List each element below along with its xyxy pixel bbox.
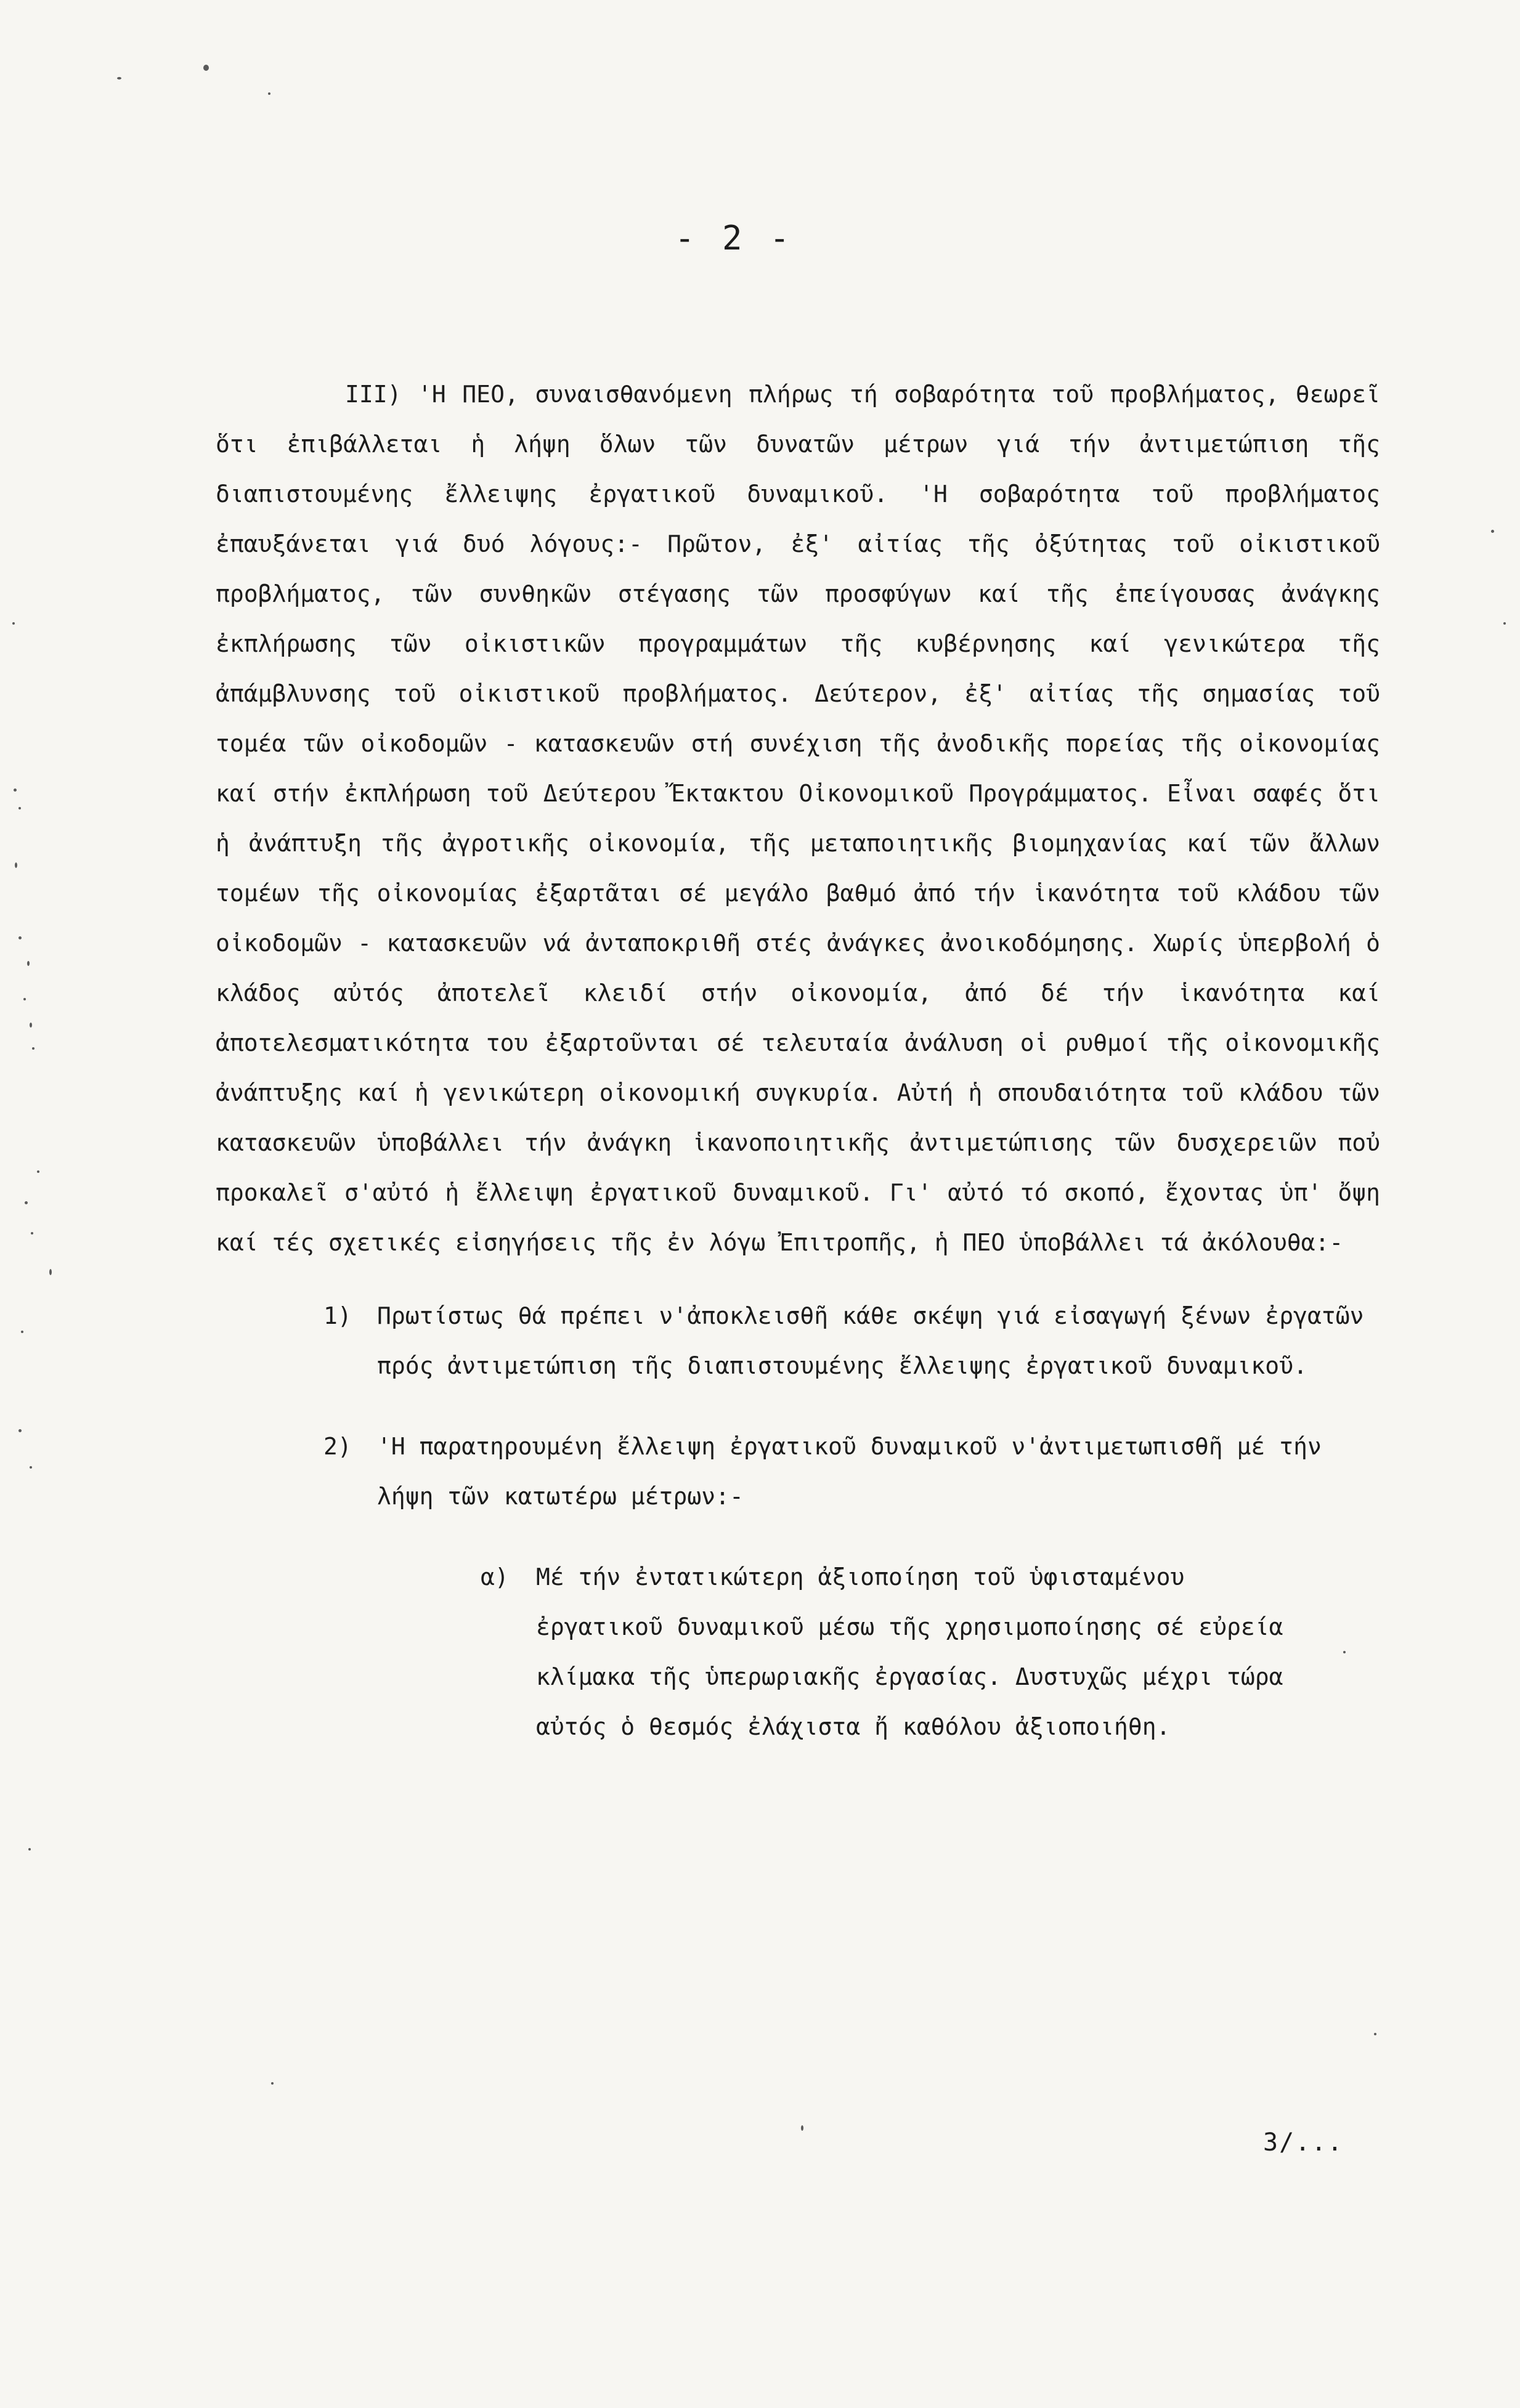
scan-speck	[1503, 622, 1506, 625]
scan-speck	[12, 622, 15, 625]
scan-speck	[32, 1047, 35, 1050]
scan-speck	[30, 1466, 32, 1469]
scan-speck	[30, 1023, 32, 1028]
scan-speck	[23, 998, 26, 1000]
scan-speck	[15, 862, 17, 868]
sub-item-a-marker: α)	[481, 1563, 509, 1591]
sub-item-a	[216, 1552, 1380, 1752]
scan-speck	[27, 961, 30, 966]
list-item-2	[216, 1422, 1380, 1522]
scan-speck	[49, 1269, 52, 1275]
scan-speck	[268, 92, 270, 95]
scan-speck	[28, 1848, 31, 1851]
scan-speck	[25, 1201, 28, 1204]
scan-speck	[14, 788, 17, 792]
paragraph-iii: III) 'Η ΠΕΟ, συναισθανόμενη πλήρως τή σοβαρότητα τοῦ προβλήματος, θεωρεῖ ὅτι ἐπιβάλλεται ἡ λήψη ὅλων τῶν δυνατῶν μέτρων γιά τήν ἀντιμετώπιση τῆς διαπιστουμένης ἔλλειψης ἐργατικοῦ δυναμικοῦ. 'Η σοβαρότητα τοῦ προβλήματος ἐπαυξάνεται γιά δυό λόγους:- Πρῶτον, ἐξ' αἰτίας τῆς ὀξύτητας τοῦ οἰκιστικοῦ προβλήματος, τῶν συνθηκῶν στέγασης τῶν προσφύγων καί τῆς ἐπείγουσας ἀνάγκης ἐκπλήρωσης τῶν οἰκιστικῶν προγραμμάτων τῆς κυβέρνησης καί γενικώτερα τῆς ἀπάμβλυνσης τοῦ οἰκιστικοῦ προβλήματος. Δεύτερον, ἐξ' αἰτίας τῆς σημασίας τοῦ τομέα τῶν οἰκοδομῶν - κατασκευῶν στή συνέχιση τῆς ἀνοδικῆς πορείας τῆς οἰκονομίας καί στήν ἐκπλήρωση τοῦ Δεύτερου Ἔκτακτου Οἰκονομικοῦ Προγράμματος. Εἶναι σαφές ὅτι ἡ ἀνάπτυξη τῆς ἀγροτικῆς οἰκονομία, τῆς μεταποιητικῆς βιομηχανίας καί τῶν ἄλλων τομέων τῆς οἰκονομίας ἐξαρτᾶται σέ μεγάλο βαθμό ἀπό τήν ἱκανότητα τοῦ κλάδου τῶν οἰκοδομῶν - κατασκευῶν νά ἀνταποκριθῆ στές ἀνάγκες ἀνοικοδόμησης. Χωρίς ὑπερβολή ὁ κλάδος αὐτός ἀποτελεῖ κλειδί στήν οἰκονομία, ἀπό δέ τήν ἱκανότητα καί ἀποτελεσματικότητα του ἐξαρτοῦνται σέ τελευταία ἀνάλυση οἱ ρυθμοί τῆς οἰκονομικῆς ἀνάπτυξης καί ἡ γενικώτερη οἰκονομική συγκυρία. Αὐτή ἡ σπουδαιότητα τοῦ κλάδου τῶν κατασκευῶν ὑποβάλλει τήν ἀνάγκη ἱκανοποιητικῆς ἀντιμετώπισης τῶν δυσχερειῶν ποὐ προκαλεῖ σ'αὐτό ἡ ἔλλειψη ἐργατικοῦ δυναμικοῦ. Γι' αὐτό τό σκοπό, ἔχοντας ὑπ' ὄψη καί τές σχετικές εἰσηγήσεις τῆς ἐν λόγω Ἐπιτροπῆς, ἡ ΠΕΟ ὑποβάλλει τά ἀκόλουθα:-	[216, 381, 1380, 1256]
scan-speck	[31, 1232, 33, 1234]
list-item-1-marker: 1)	[323, 1302, 352, 1329]
list-item-2-marker: 2)	[323, 1433, 352, 1460]
scan-speck	[18, 936, 22, 939]
scan-speck	[117, 77, 121, 79]
scan-speck	[37, 1170, 39, 1173]
page-number: - 2 -	[675, 219, 794, 257]
scan-speck	[1374, 2033, 1376, 2035]
scan-speck	[1343, 1651, 1346, 1653]
scan-speck	[18, 1429, 22, 1432]
document-body	[216, 370, 1380, 1752]
list-item-1-text: Πρωτίστως θά πρέπει ν'ἀποκλεισθῆ κάθε σκέψη γιά εἰσαγωγή ξένων ἐργατῶν πρός ἀντιμετώπιση τῆς διαπιστουμένης ἔλλειψης ἐργατικοῦ δυναμικοῦ.	[377, 1302, 1364, 1379]
list-item-2-text: 'Η παρατηρουμένη ἔλλειψη ἐργατικοῦ δυναμικοῦ ν'ἀντιμετωπισθῆ μέ τήν λήψη τῶν κατωτέρω μέτρων:-	[377, 1433, 1322, 1510]
scan-speck	[203, 65, 209, 71]
scan-speck	[1491, 530, 1494, 533]
scan-speck	[801, 2125, 803, 2131]
scan-speck	[18, 807, 21, 809]
scan-speck	[271, 2082, 274, 2085]
scan-speck	[21, 1331, 23, 1333]
list-item-1	[216, 1291, 1380, 1391]
continuation-marker: 3/...	[1263, 2128, 1344, 2157]
sub-item-a-text: Μέ τήν ἐντατικώτερη ἀξιοποίηση τοῦ ὑφισταμένου ἐργατικοῦ δυναμικοῦ μέσω τῆς χρησιμοποίησης σέ εὐρεία κλίμακα τῆς ὑπερωριακῆς ἐργασίας. Δυστυχῶς μέχρι τώρα αὐτός ὁ θεσμός ἐλάχιστα ἤ καθόλου ἀξιοποιήθη.	[536, 1563, 1283, 1740]
